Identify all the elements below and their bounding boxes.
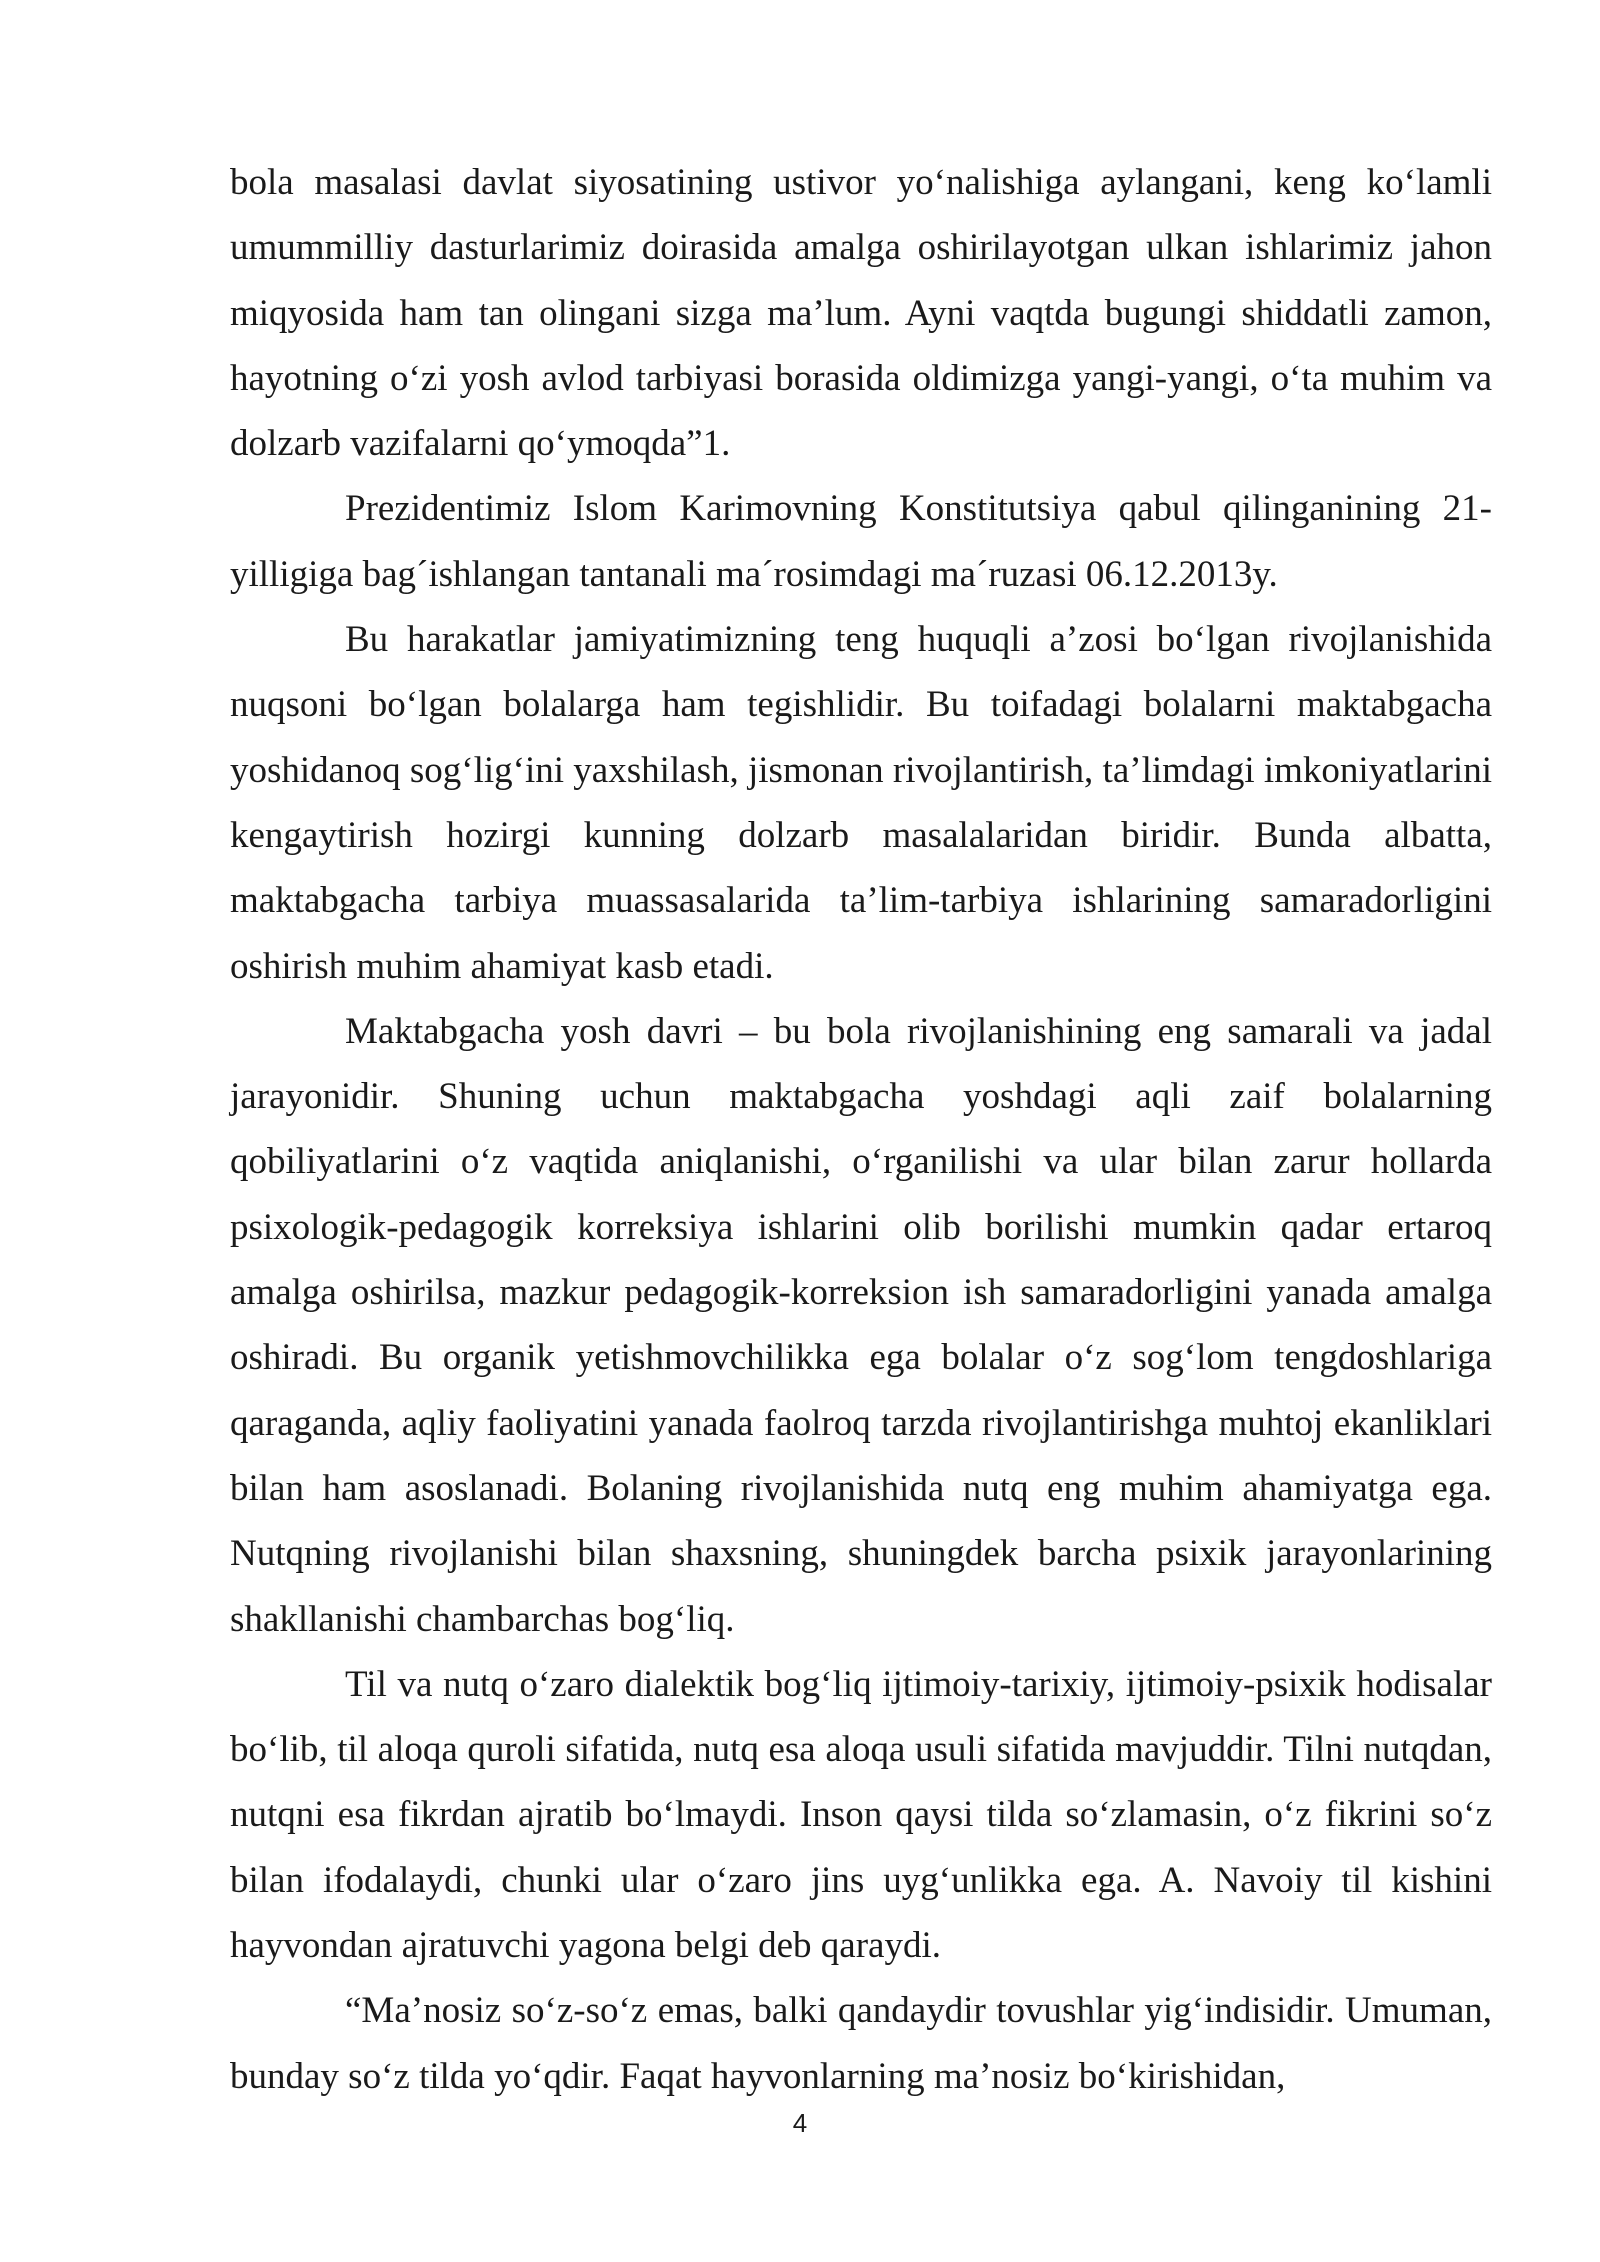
paragraph-harakatlar: Bu harakatlar jamiyatimizning teng huquqli a’zosi bo‘lgan rivojlanishida nuqsoni bo‘lgan bolalarga ham tegishlidir. Bu toifadagi bolalarni maktabgacha yoshidanoq sog‘lig‘ini yaxshilash, jismonan rivojlantirish, ta’limdagi imkoniyatlarini kengaytirish hozirgi kunning dolzarb masalalaridan biridir. Bunda albatta, maktabgacha tarbiya muassasalarida ta’lim-tarbiya ishlarining samaradorligini oshirish muhim ahamiyat kasb etadi. bbox=[230, 619, 1492, 987]
paragraph-til-va-nutq: Til va nutq o‘zaro dialektik bog‘liq ijtimoiy-tarixiy, ijtimoiy-psixik hodisalar bo‘lib, til aloqa quroli sifatida, nutq esa aloqa usuli sifatida mavjuddir. Tilni nutqdan, nutqni esa fikrdan ajratib bo‘lmaydi. Inson qaysi tilda so‘zlamasin, o‘z fikrini so‘z bilan ifodalaydi, chunki ular o‘zaro jins uyg‘unlikka ega. A. Navoiy til kishini hayvondan ajratuvchi yagona belgi deb qaraydi. bbox=[230, 1663, 1492, 1967]
paragraph-footnote-reference: Prezidentimiz Islom Karimovning Konstitutsiya qabul qilinganining 21-yilligiga bag´ishlangan tantanali ma´rosimdagi ma´ruzasi 06.12.2013y. bbox=[230, 488, 1492, 595]
document-body bbox=[230, 150, 1492, 2109]
page-number: 4 bbox=[792, 2108, 808, 2138]
paragraph-continuation: bola masalasi davlat siyosatining ustivor yo‘nalishiga aylangani, keng ko‘lamli umummilliy dasturlarimiz doirasida amalga oshirilayotgan ulkan ishlarimiz jahon miqyosida ham tan olingani sizga ma’lum. Ayni vaqtda bugungi shiddatli zamon, hayotning o‘zi yosh avlod tarbiyasi borasida oldimizga yangi-yangi, o‘ta muhim va dolzarb vazifalarni qo‘ymoqda”1. bbox=[230, 162, 1492, 465]
paragraph-maktabgacha: Maktabgacha yosh davri – bu bola rivojlanishining eng samarali va jadal jarayonidir. Shuning uchun maktabgacha yoshdagi aqli zaif bolalarning qobiliyatlarini o‘z vaqtida aniqlanishi, o‘rganilishi va ular bilan zarur hollarda psixologik-pedagogik korreksiya ishlarini olib borilishi mumkin qadar ertaroq amalga oshirilsa, mazkur pedagogik-korreksion ish samaradorligini yanada amalga oshiradi. Bu organik yetishmovchilikka ega bolalar o‘z sog‘lom tengdoshlariga qaraganda, aqliy faoliyatini yanada faolroq tarzda rivojlantirishga muhtoj ekanliklari bilan ham asoslanadi. Bolaning rivojlanishida nutq eng muhim ahamiyatga ega. Nutqning rivojlanishi bilan shaxsning, shuningdek barcha psixik jarayonlarining shakllanishi chambarchas bog‘liq. bbox=[230, 1010, 1492, 1640]
paragraph-quote-navoiy: “Ma’nosiz so‘z-so‘z emas, balki qandaydir tovushlar yig‘indisidir. Umuman, bunday so‘z tilda yo‘qdir. Faqat hayvonlarning ma’nosiz bo‘kirishidan, bbox=[230, 1990, 1492, 2097]
